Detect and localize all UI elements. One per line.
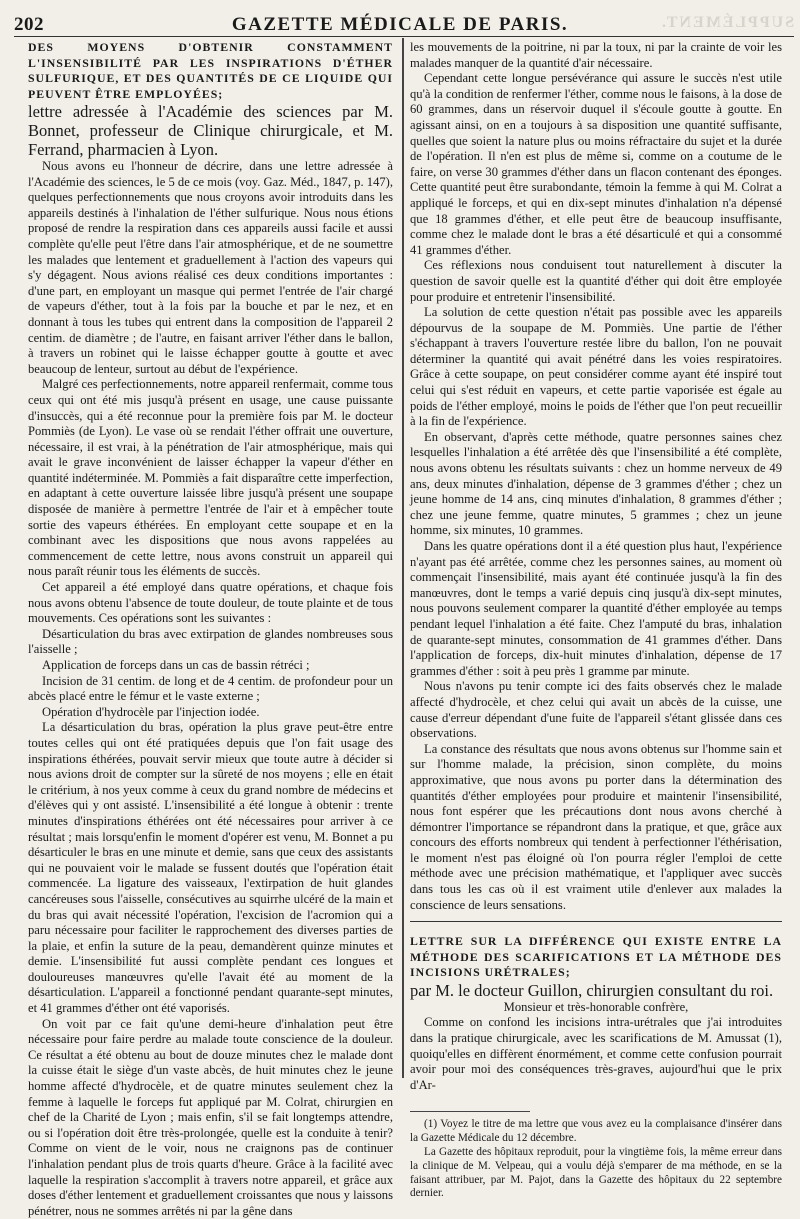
paragraph: Dans les quatre opérations dont il a été question plus haut, l'expérience n'ayant pas été arrêtée, comme chez les personnes saines, au moment où commençait l'insensibilité, mais ayant été continuée jusqu'à la fin des manœuvres, dont le temps a varié depuis cinq jusqu'à dix-sept minutes, nous pouvons seulement comparer la quantité d'éther employée au temps pendant lequel l'inhalation a été faite. Chez l'amputé du bras, inhalation de quarante-sept minutes, consommation de 41 grammes d'éther. Dans l'application de forceps, dix-huit minutes d'inhalation, dépense de 17 grammes d'éther : soit à peu près 1 gramme par minute. xyxy=(410,539,782,678)
paragraph: Nous avons eu l'honneur de décrire, dans une lettre adressée à l'Académie des sciences, le 5 de ce mois (voy. Gaz. Méd., 1847, p. 147), quelques perfectionnements que nous croyons avoir introduits dans les appareils destinés à l'inhalation de l'éther sulfurique. Nous nous étions proposé de rendre la respiration dans ces appareils aussi facile et aussi complète qu'elle peut l'être dans l'air atmosphérique, et de ne soumettre les malades que lentement et graduellement à l'action des vapeurs qui s'y dégagent. Nous avions réalisé ces deux conditions importantes : d'une part, en employant un masque qui permet l'entrée de l'air chargé de vapeurs d'éther, tout à la fois par la bouche et par le nez, et en donnant à tous les tubes qui entrent dans la composition de l'appareil 2 centim. de diamètre ; de l'autre, en faisant arriver l'éther dans le ballon, à travers un robinet qui le laisse échapper goutte à goutte et avec beaucoup de lenteur, surtout au début de l'expérience. xyxy=(28,159,393,376)
paragraph: En observant, d'après cette méthode, quatre personnes saines chez lesquelles l'inhalation a été arrêtée dès que l'insensibilité a été complète, nous avons obtenu les résultats suivants : chez un homme nerveux de 49 ans, deux minutes d'inhalation, dépense de 3 grammes d'éther ; chez un jeune homme de 14 ans, cinq minutes d'inhalation, 8 grammes d'éther ; chez une jeune femme, quatre minutes, 5 grammes ; chez un jeune homme, six minutes, 10 grammes. xyxy=(410,429,782,538)
salutation: Monsieur et très-honorable confrère, xyxy=(503,999,689,1014)
left-column xyxy=(28,40,393,1218)
running-title: GAZETTE MÉDICALE DE PARIS. xyxy=(231,14,569,35)
paragraph-continuation: les mouvements de la poitrine, ni par la toux, ni par la crainte de voir les malades manquer de la quantité d'air nécessaire. xyxy=(410,40,782,70)
list-item: Incision de 31 centim. de long et de 4 centim. de profondeur pour un abcès placé entre le fémur et le vaste externe ; xyxy=(28,673,393,704)
paragraph: Malgré ces perfectionnements, notre appareil renfermait, comme tous ceux qui ont été mis jusqu'à présent en usage, une cause puissante d'insuccès, qui a été reconnue pour la première fois par M. le docteur Pommiès (de Lyon). Le vase où se rendait l'éther offrait une ouverture, nécessaire, il est vrai, à la pénétration de l'air atmosphérique, mais qui avait le grave inconvénient de laisser échapper la vapeur d'éther en quantité indéterminée. M. Pommiès a fait disparaître cette imperfection, en adaptant à cette ouverture laissée libre jusqu'à présent une soupape disposée de manière à permettre l'entrée de l'air et à empêcher toute sortie des vapeurs éthérées. En employant cette soupape et en la combinant avec les dispositions que nous avons rappelées au commencement de cette lettre, nous avons construit un appareil qui nous paraît réunir tous les éléments de succès. xyxy=(28,377,393,579)
section-divider xyxy=(410,921,782,922)
paragraph: Nous n'avons pu tenir compte ici des faits observés chez le malade affecté d'hydrocèle, et chez celui qui avait un abcès de la cuisse, une cause d'erreur dépendant d'une fuite de l'appareil s'étant glissée dans ces observations. xyxy=(410,679,782,741)
page-number: 202 xyxy=(14,14,44,35)
paragraph: Comme on confond les incisions intra-urétrales que j'ai introduites dans la pratique chirurgicale, avec les scarifications de M. Amussat (1), quoiqu'elles en diffèrent énormément, et comme cette confusion pourrait avoir pour moi des conséquences très-graves, aujourd'hui que le prix d'Ar- xyxy=(410,1015,782,1092)
paragraph: Ces réflexions nous conduisent tout naturellement à discuter la question de savoir quelle est la quantité d'éther qui doit être employée pour produire et entretenir l'insensibilité. xyxy=(410,258,782,304)
list-item: Application de forceps dans un cas de bassin rétréci ; xyxy=(42,658,310,672)
page-header xyxy=(0,8,800,38)
footnote: La Gazette des hôpitaux reproduit, pour la vingtième fois, la même erreur dans la clinique de M. Velpeau, qui a voulu déjà s'emparer de ma méthode, en se la faisant attribuer, par M. Pajot, dans la Gazette des hôpitaux du 22 septembre dernier. xyxy=(410,1145,782,1200)
paragraph: La solution de cette question n'était pas possible avec les appareils dépourvus de la soupape de M. Pommiès. Une partie de l'éther s'échappant à travers l'ouverture restée libre du ballon, l'on ne pouvait déterminer la quantité qui avait pénétré dans les voies respiratoires. Grâce à cette soupape, on peut considérer comme ayant été inspiré tout celui qui s'est réduit en vapeurs, et cette partie vaporisée est égale au poids de l'éther employé, moins le poids de l'éther que l'on peut recueillir à la fin de l'expérience. xyxy=(410,305,782,429)
paragraph: Cet appareil a été employé dans quatre opérations, et chaque fois nous avons obtenu l'absence de toute douleur, de toute plainte et de tous mouvements. Ces opérations sont les suivantes : xyxy=(28,580,393,626)
column-divider xyxy=(402,38,404,1078)
right-column xyxy=(410,40,782,1200)
list-item: Désarticulation du bras avec extirpation de glandes nombreuses sous l'aisselle ; xyxy=(28,626,393,657)
paragraph: On voit par ce fait qu'une demi-heure d'inhalation peut être nécessaire pour faire perdre au malade toute conscience de la douleur. Ce résultat a été obtenu au bout de douze minutes chez le malade dont la cuisse était le siège d'un vaste abcès, de huit minutes chez le jeune homme affecté d'hydrocèle, et de quatre minutes seulement chez la femme à laquelle le forceps fut appliqué par M. Colrat, chirurgien en chef de la Charité de Lyon ; mais enfin, s'il se fait longtemps attendre, ou si l'opération doit être très-prolongée, quelle est la conduite à tenir? Comme on vient de le voir, nous ne craignons pas de continuer l'inhalation pendant plus de trois quarts d'heure. Grâce à la facilité avec laquelle la respiration s'accomplit à travers notre appareil, et grâce aux doses d'éther lentement et graduellement croissantes que nous y laissons pénétrer, nous ne sommes arrêtés ni par la gêne dans xyxy=(28,1016,393,1218)
footnote-rule xyxy=(410,1111,530,1112)
article-heading: DES MOYENS D'OBTENIR CONSTAMMENT L'INSENSIBILITÉ PAR LES INSPIRATIONS D'ÉTHER SULFURIQUE, ET DES QUANTITÉS DE CE LIQUIDE QUI PEUVENT ÊTRE EMPLOYÉES; xyxy=(28,40,393,101)
paragraph: Cependant cette longue persévérance qui assure le succès n'est utile qu'à la condition de renfermer l'éther, comme nous le faisons, à la dose de 60 grammes, dans un réservoir duquel il s'écoule goutte à goutte. En agissant ainsi, on en a toujours à sa disposition une quantité suffisante, quelles que soient la nature plus ou moins réfractaire du sujet et la durée de l'opération. Il n'en est plus de même si, comme on a coutume de le faire, on verse 30 grammes d'éther dans un flacon contenant des éponges. Cette quantité peut être surabondante, témoin la femme à qui M. Colrat a appliqué le forceps, et qui en dix-sept minutes d'inhalation n'a dépensé que 18 grammes d'éther, et elle peut être de beaucoup insuffisante, comme chez le malade dont le bras a été désarticulé et qui a consommé 41 grammes d'éther. xyxy=(410,71,782,257)
paragraph: La désarticulation du bras, opération la plus grave peut-être entre toutes celles qui ont été pratiquées depuis que l'on fait usage des inspirations éthérées, pouvait servir mieux que toute autre à décider si nous avions droit de compter sur la sûreté de nos moyens ; elle en était le critérium, à nos yeux comme à ceux du grand nombre de médecins et d'élèves qui y ont assisté. L'insensibilité a été longue à obtenir : trente minutes d'inspirations éthérées ont été nécessaires pour arriver à ce résultat ; mais lorsqu'enfin le moment d'opérer est venu, M. Bonnet a pu désarticuler le bras en une minute et demie, sans que ceux des assistants qui ne pouvaient voir le malade se fussent doutés que l'opération était commencée. La ligature des vaisseaux, l'extirpation de huit glandes cancéreuses sous l'aisselle, consécutives au squirrhe ulcéré de la main et du bras qui avait nécessité l'opération, l'excision de l'acromion qui a paru nécessaire pour faciliter le rapprochement des diverses parties de la plaie, et enfin la suture de la peau, demandèrent quinze minutes et demie. L'insensibilité fut aussi complète pendant ces longues et douloureuses manœuvres qu'elle l'avait été au moment de la désarticulation. L'appareil a fonctionné pendant quarante-sept minutes, et 41 grammes d'éther ont été vaporisés. xyxy=(28,720,393,1016)
header-rule xyxy=(14,36,794,37)
bleed-through-text: SUPPLÉMENT. xyxy=(659,14,794,31)
footnote: (1) Voyez le titre de ma lettre que vous avez eu la complaisance d'insérer dans la Gazette Médicale du 12 décembre. xyxy=(410,1118,782,1145)
article-heading: LETTRE SUR LA DIFFÉRENCE QUI EXISTE ENTRE LA MÉTHODE DES SCARIFICATIONS ET LA MÉTHODE DES INCISIONS URÉTRALES; xyxy=(410,934,782,980)
article-subtitle: lettre adressée à l'Académie des sciences par M. Bonnet, professeur de Clinique chirurgicale, et M. Ferrand, pharmacien à Lyon. xyxy=(28,102,393,159)
paragraph: La constance des résultats que nous avons obtenus sur l'homme sain et sur l'homme malade, la précision, sinon complète, du moins approximative, que nous avons pu porter dans la détermination des quantités d'éther employées pour produire et maintenir l'insensibilité, nous font espérer que les précautions dont nous avons cherché à démontrer l'importance se répandront dans la pratique, et que, grâce aux concours des efforts nombreux qui tendent à perfectionner l'éthérisation, le moment n'est pas éloigné où l'on pourra régler l'emploi de cette méthode avec une précision mathématique, et l'appliquer avec succès dans tous les cas où il est vraiment utile d'enlever aux malades la conscience de leurs sensations. xyxy=(410,741,782,912)
list-item: Opération d'hydrocèle par l'injection iodée. xyxy=(42,704,260,719)
article-subtitle: par M. le docteur Guillon, chirurgien consultant du roi. xyxy=(410,980,774,1000)
